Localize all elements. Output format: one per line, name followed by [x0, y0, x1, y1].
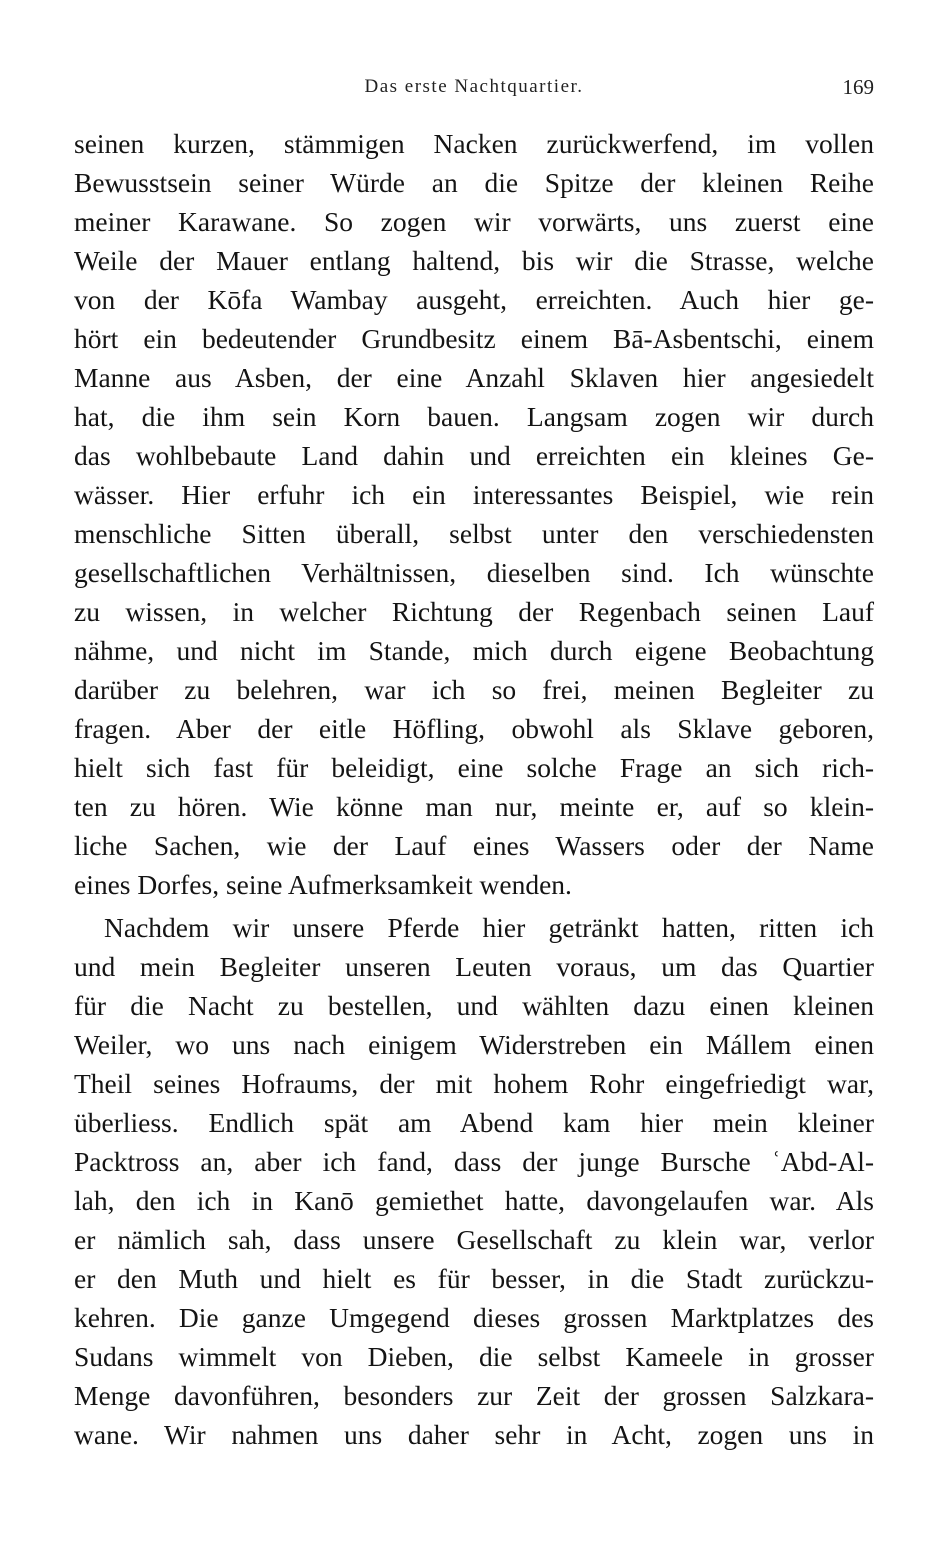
text-line: lah, den ich in Kanō gemiethet hatte, davongelaufen war. Als [74, 1185, 874, 1216]
text-line: zu wissen, in welcher Richtung der Regenbach seinen Lauf [74, 596, 874, 627]
text-line: Menge davonführen, besonders zur Zeit der grossen Salzkara- [74, 1380, 874, 1411]
text-line: eines Dorfes, seine Aufmerksamkeit wenden. [74, 869, 572, 900]
text-line: Weile der Mauer entlang haltend, bis wir die Strasse, welche [74, 245, 874, 276]
text-line: Sudans wimmelt von Dieben, die selbst Kameele in grosser [74, 1341, 874, 1372]
text-line: kehren. Die ganze Umgegend dieses grossen Marktplatzes des [74, 1302, 874, 1333]
text-line: nähme, und nicht im Stande, mich durch eigene Beobachtung [74, 635, 874, 666]
body-text [74, 124, 874, 1454]
text-line: er den Muth und hielt es für besser, in die Stadt zurückzu- [74, 1263, 874, 1294]
running-title: Das erste Nachtquartier. [364, 76, 584, 97]
text-line: gesellschaftlichen Verhältnissen, dieselben sind. Ich wünschte [74, 557, 874, 588]
text-line: hat, die ihm sein Korn bauen. Langsam zogen wir durch [74, 401, 874, 432]
text-line: ten zu hören. Wie könne man nur, meinte er, auf so klein- [74, 791, 874, 822]
text-line: Theil seines Hofraums, der mit hohem Rohr eingefriedigt war, [74, 1068, 874, 1099]
page-number: 169 [842, 75, 874, 99]
text-line: Weiler, wo uns nach einigem Widerstreben ein Mállem einen [74, 1029, 874, 1060]
text-line: Packtross an, aber ich fand, dass der junge Bursche ʿAbd-Al- [74, 1146, 874, 1177]
text-line: wässer. Hier erfuhr ich ein interessantes Beispiel, wie rein [74, 479, 874, 510]
text-line: für die Nacht zu bestellen, und wählten dazu einen kleinen [74, 990, 874, 1021]
text-line: Manne aus Asben, der eine Anzahl Sklaven hier angesiedelt [74, 362, 874, 393]
text-line: seinen kurzen, stämmigen Nacken zurückwerfend, im vollen [74, 128, 874, 159]
text-line: meiner Karawane. So zogen wir vorwärts, uns zuerst eine [74, 206, 874, 237]
text-line: hielt sich fast für beleidigt, eine solche Frage an sich rich- [74, 752, 874, 783]
text-line: Bewusstsein seiner Würde an die Spitze der kleinen Reihe [74, 167, 874, 198]
text-line: er nämlich sah, dass unsere Gesellschaft zu klein war, verlor [74, 1224, 874, 1255]
text-line: fragen. Aber der eitle Höfling, obwohl als Sklave geboren, [74, 713, 874, 744]
text-line: Nachdem wir unsere Pferde hier getränkt hatten, ritten ich [104, 912, 874, 943]
text-line: das wohlbebaute Land dahin und erreichten ein kleines Ge- [74, 440, 874, 471]
text-line: menschliche Sitten überall, selbst unter den verschiedensten [74, 518, 874, 549]
text-line: liche Sachen, wie der Lauf eines Wassers oder der Name [74, 830, 874, 861]
paragraph-2 [74, 908, 874, 1454]
text-line: und mein Begleiter unseren Leuten voraus, um das Quartier [74, 951, 874, 982]
running-head [74, 72, 874, 102]
text-line: darüber zu belehren, war ich so frei, meinen Begleiter zu [74, 674, 874, 705]
paragraph-1 [74, 124, 874, 904]
text-line: hört ein bedeutender Grundbesitz einem Bā-Asbentschi, einem [74, 323, 874, 354]
text-line: wane. Wir nahmen uns daher sehr in Acht, zogen uns in [74, 1419, 874, 1450]
text-line: von der Kōfa Wambay ausgeht, erreichten. Auch hier ge- [74, 284, 874, 315]
text-line: überliess. Endlich spät am Abend kam hier mein kleiner [74, 1107, 874, 1138]
